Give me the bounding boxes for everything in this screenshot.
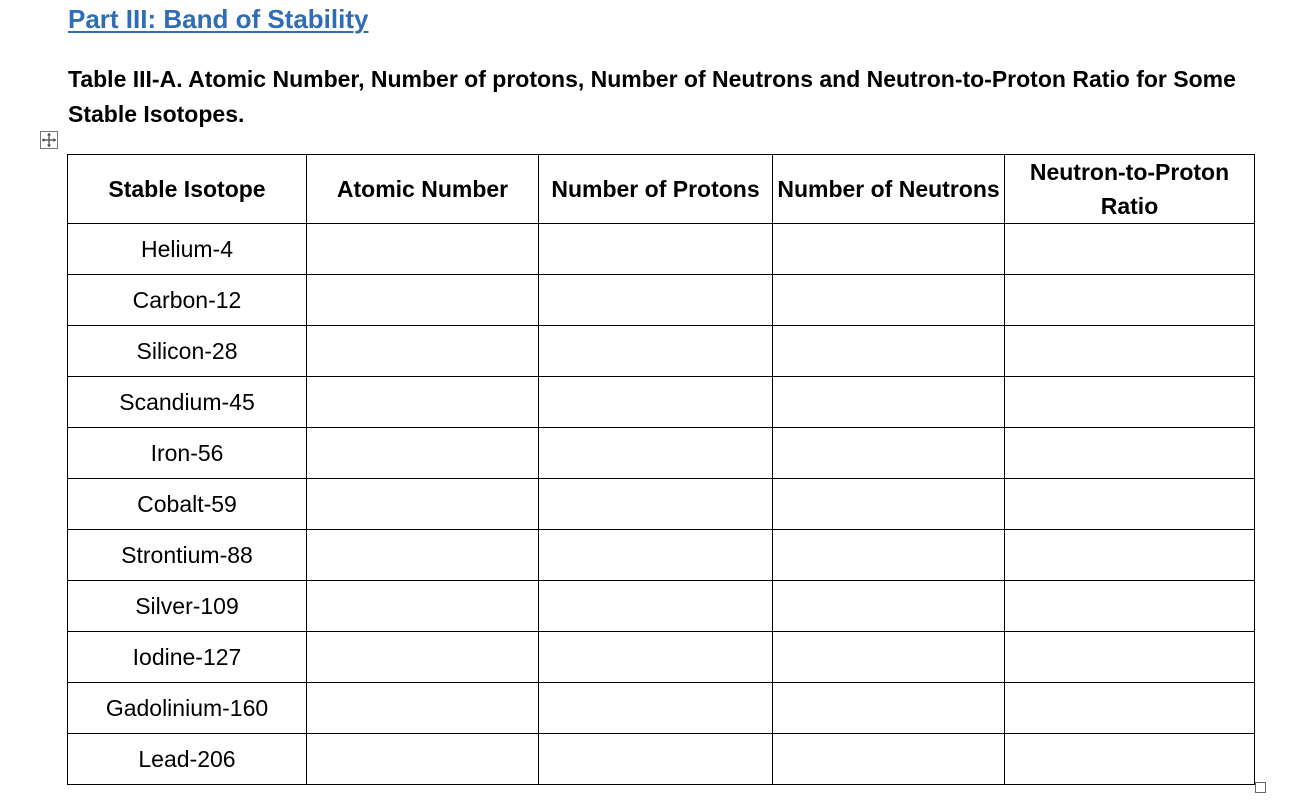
protons-cell[interactable] <box>539 530 773 581</box>
ratio-cell[interactable] <box>1005 479 1255 530</box>
isotope-name-cell: Strontium-88 <box>68 530 307 581</box>
protons-cell[interactable] <box>539 377 773 428</box>
protons-cell[interactable] <box>539 326 773 377</box>
header-number-of-protons: Number of Protons <box>539 155 773 224</box>
ratio-cell[interactable] <box>1005 428 1255 479</box>
isotope-name-cell: Gadolinium-160 <box>68 683 307 734</box>
table-row <box>68 581 1255 632</box>
isotope-name-cell: Iron-56 <box>68 428 307 479</box>
ratio-cell[interactable] <box>1005 683 1255 734</box>
table-row <box>68 275 1255 326</box>
atomic-number-cell[interactable] <box>307 632 539 683</box>
isotope-name-cell: Scandium-45 <box>68 377 307 428</box>
protons-cell[interactable] <box>539 632 773 683</box>
ratio-cell[interactable] <box>1005 581 1255 632</box>
neutrons-cell[interactable] <box>773 326 1005 377</box>
table-row <box>68 224 1255 275</box>
table-row <box>68 683 1255 734</box>
isotope-name-cell: Carbon-12 <box>68 275 307 326</box>
header-atomic-number: Atomic Number <box>307 155 539 224</box>
atomic-number-cell[interactable] <box>307 530 539 581</box>
table-resize-handle[interactable] <box>1255 782 1266 793</box>
neutrons-cell[interactable] <box>773 734 1005 785</box>
header-number-of-neutrons: Number of Neutrons <box>773 155 1005 224</box>
atomic-number-cell[interactable] <box>307 326 539 377</box>
neutrons-cell[interactable] <box>773 581 1005 632</box>
atomic-number-cell[interactable] <box>307 734 539 785</box>
ratio-cell[interactable] <box>1005 275 1255 326</box>
atomic-number-cell[interactable] <box>307 479 539 530</box>
protons-cell[interactable] <box>539 479 773 530</box>
table-row <box>68 734 1255 785</box>
protons-cell[interactable] <box>539 734 773 785</box>
neutrons-cell[interactable] <box>773 530 1005 581</box>
isotope-name-cell: Lead-206 <box>68 734 307 785</box>
isotope-name-cell: Silicon-28 <box>68 326 307 377</box>
table-caption: Table III-A. Atomic Number, Number of protons, Number of Neutrons and Neutron-to-Proton Ratio for Some Stable Isotopes. <box>68 66 1236 127</box>
section-heading: Part III: Band of Stability <box>68 4 369 34</box>
table-move-handle-icon[interactable] <box>40 131 58 149</box>
protons-cell[interactable] <box>539 275 773 326</box>
atomic-number-cell[interactable] <box>307 581 539 632</box>
isotope-name-cell: Iodine-127 <box>68 632 307 683</box>
header-neutron-to-proton-ratio: Neutron-to-Proton Ratio <box>1005 155 1255 224</box>
atomic-number-cell[interactable] <box>307 275 539 326</box>
protons-cell[interactable] <box>539 683 773 734</box>
protons-cell[interactable] <box>539 224 773 275</box>
protons-cell[interactable] <box>539 581 773 632</box>
neutrons-cell[interactable] <box>773 683 1005 734</box>
ratio-cell[interactable] <box>1005 632 1255 683</box>
neutrons-cell[interactable] <box>773 224 1005 275</box>
table-row <box>68 479 1255 530</box>
header-stable-isotope: Stable Isotope <box>68 155 307 224</box>
table-row <box>68 326 1255 377</box>
ratio-cell[interactable] <box>1005 326 1255 377</box>
isotope-name-cell: Silver-109 <box>68 581 307 632</box>
table-row <box>68 428 1255 479</box>
neutrons-cell[interactable] <box>773 428 1005 479</box>
atomic-number-cell[interactable] <box>307 224 539 275</box>
atomic-number-cell[interactable] <box>307 428 539 479</box>
ratio-cell[interactable] <box>1005 224 1255 275</box>
ratio-cell[interactable] <box>1005 377 1255 428</box>
table-row <box>68 530 1255 581</box>
neutrons-cell[interactable] <box>773 632 1005 683</box>
table-header-row <box>68 155 1255 224</box>
table-row <box>68 377 1255 428</box>
stable-isotopes-table <box>67 154 1255 785</box>
atomic-number-cell[interactable] <box>307 683 539 734</box>
neutrons-cell[interactable] <box>773 377 1005 428</box>
neutrons-cell[interactable] <box>773 275 1005 326</box>
ratio-cell[interactable] <box>1005 530 1255 581</box>
atomic-number-cell[interactable] <box>307 377 539 428</box>
neutrons-cell[interactable] <box>773 479 1005 530</box>
protons-cell[interactable] <box>539 428 773 479</box>
isotope-name-cell: Helium-4 <box>68 224 307 275</box>
table-row <box>68 632 1255 683</box>
ratio-cell[interactable] <box>1005 734 1255 785</box>
isotope-name-cell: Cobalt-59 <box>68 479 307 530</box>
